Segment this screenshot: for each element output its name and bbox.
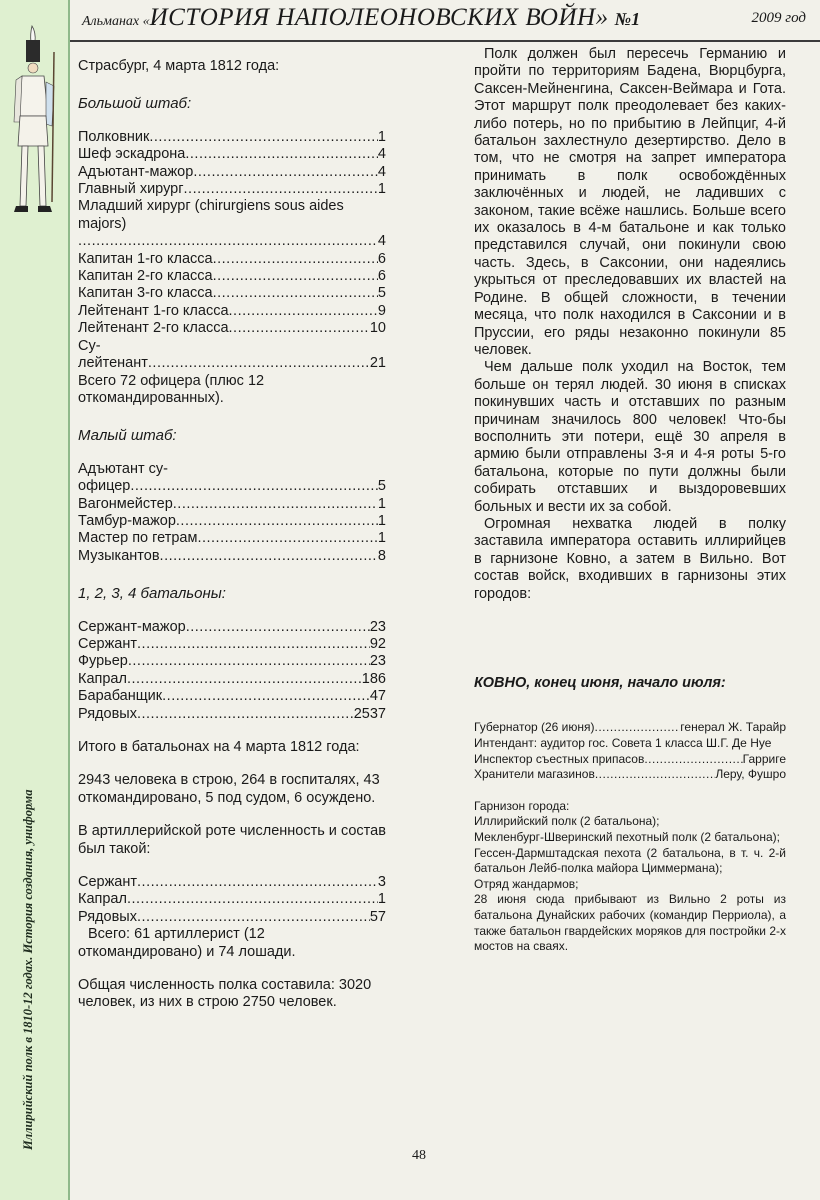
leader-dots [229,320,370,337]
list-item-value: 4 [377,146,386,163]
garrison-item: Мекленбург-Шверинский пехотный полк (2 батальона); [474,829,780,844]
list-item [78,548,386,565]
small-staff-heading: Малый штаб: [78,427,177,445]
list-item-label: Главный хирург [78,181,184,198]
list-item-label: Полковник [78,128,150,145]
leader-dots [184,181,378,198]
list-item [78,303,386,320]
list-item [78,320,386,337]
list-item-label: Капитан 3-го класса [78,285,213,302]
list-item-value: 4 [377,233,386,250]
garrison-item: Иллирийский полк (2 батальона); [474,814,660,829]
list-item-value: 6 [377,250,386,267]
paragraph-3: Огромная нехватка людей в полку заставила императора оставить иллирийцев в гарнизоне Ковно, а затем в Вильно. Вот состав войск, входивших в гарнизоны этих городов: [474,515,786,602]
list-item-value: 1 [377,530,386,547]
artillery-list [78,874,386,926]
list-item-value: 3 [377,874,386,891]
small-staff-list [78,496,386,566]
list-item-value: 57 [369,908,386,925]
leader-dots [137,874,378,891]
list-item-label: лейтенант [78,355,148,372]
list-item [78,164,386,181]
intro-line: Страсбург, 4 марта 1812 года: [78,58,280,74]
page-header [70,0,820,42]
leader-dots [213,285,378,302]
list-item [78,233,386,250]
list-item-label: Капитан 2-го класса [78,268,213,285]
list-item [78,530,386,547]
list-item [78,268,386,285]
list-item-value: 4 [377,163,386,180]
soldier-figure-icon [2,22,64,222]
list-item-label: Лейтенант 2-го класса [78,320,229,337]
list-item [78,478,386,495]
list-item [78,355,386,372]
leader-dots [137,909,370,926]
list-item-value: 92 [369,635,386,652]
garrison-item: Гессен-Дармштадская пехота (2 батальона, в т. ч. 2-й батальон Лейб-полка майора Циммермана); [474,845,786,876]
battalions-heading: 1, 2, 3, 4 батальоны: [78,585,226,603]
list-item-label: Рядовых [78,908,137,925]
leader-dots [137,706,354,723]
list-item-label: Адъютант-мажор [78,163,194,180]
battalions-list [78,619,386,723]
list-item-label: Губернатор (26 июня) [474,720,595,735]
artillery-total: Всего: 61 артиллерист (12 откомандировано) и 74 лошади. [78,926,296,960]
leader-dots [128,653,370,670]
header-title-group [82,4,640,32]
leader-dots [186,619,370,636]
list-item-value: 5 [377,285,386,302]
right-column [474,46,786,955]
garrison-heading: Гарнизон города: [474,798,570,813]
list-item-value: 10 [369,320,386,337]
list-item-value: 1 [377,128,386,145]
leader-dots [595,720,681,736]
list-item [78,496,386,513]
officials-list-2 [474,752,786,783]
regiment-total: Общая численность полка составила: 3020 человек, из них в строю 2750 человек. [78,977,372,1011]
leader-dots [197,530,377,547]
list-item-value: 1 [377,512,386,529]
list-item-label: Инспектор съестных припасов [474,751,645,766]
kovno-heading: КОВНО, конец июня, начало июля: [474,675,726,691]
list-item-label: Хранители магазинов [474,767,595,782]
list-item-value: 1 [377,891,386,908]
list-item [78,146,386,163]
list-item [78,129,386,146]
list-item-label: Музыкантов [78,547,160,564]
list-item [78,891,386,908]
list-item [474,767,786,783]
leader-dots [127,671,362,688]
almanac-label: Альманах « [82,14,150,29]
leader-dots [176,513,378,530]
list-item-value: 1 [377,181,386,198]
page-number: 48 [412,1148,426,1163]
garrison-item: 28 июня сюда прибывают из Вильно 2 роты из батальона Дунайских рабочих (командир Перриола), а также батальон гвардейских моряков для постройки 2-х мостов на сваях. [474,892,786,954]
sidebar-caption: Иллирийский полк в 1810-12 годах. История создания, униформа [21,789,35,1150]
list-item [78,706,386,723]
list-item-value: Гарриге [742,751,786,766]
in-ranks-text: 2943 человека в строю, 264 в госпиталях, 43 откомандировано, 5 под судом, 6 осуждено. [78,772,380,806]
issue-number: №1 [614,9,641,29]
list-item-value: 21 [369,355,386,372]
almanac-title: ИСТОРИЯ НАПОЛЕОНОВСКИХ ВОЙН» [149,4,609,31]
list-item-label: Фурьер [78,653,128,670]
sublt-line1: Су- [78,337,101,354]
sidebar-strip [0,0,70,1200]
garrison-list [474,814,786,954]
list-item [474,752,786,768]
big-staff-heading: Большой штаб: [78,95,192,113]
list-item [78,181,386,198]
list-item [78,636,386,653]
list-item [78,874,386,891]
list-item-label: Вагонмейстер [78,495,173,512]
list-item-value: 5 [377,478,386,495]
leader-dots [162,688,370,705]
list-item-value: 2537 [353,705,386,722]
list-item-value: 9 [377,302,386,319]
big-staff-list-2 [78,251,386,338]
paragraph-2: Чем дальше полк уходил на Восток, тем больше он терял людей. 30 июня в списках покинувших часть и отставших по разным причинам значилось 800 человек! Что-бы восполнить эти потери, ещё 30 апреля в армию были отправлены 3-я и 4-я роты 5-го батальона, которые по пути должны были собирать отставших и выздоровевших больных и вести их за собой. [474,359,786,515]
paragraph-1: Полк должен был пересечь Германию и пройти по территориям Бадена, Вюрцбурга, Саксен-Мейненгина, Саксен-Веймара и Гота. Этот маршрут полк преодолевает без каких-либо потерь, но по прибытию в Лейпциг, 4-й батальон захлестнуло дезертирство. Дело в том, что не смотря на запрет императора принимать в полк освобождённых заключённых и людей, не ладивших с законом, такие всёже нашлись. Больше всего их оказалось в 4-м батальоне и как только представился случай, они покинули свою часть. Здесь, в Саксонии, они надеялись укрыться от преследовавших их властей на Родине. В общей сложности, в течении месяца, что полк находился в Саксонии и в Пруссии, его ряды незаконно покинули 85 человек. [474,46,786,358]
list-item-label: Рядовых [78,705,137,722]
list-item-label: офицер [78,478,131,495]
leader-dots [193,164,378,181]
list-item-value: 23 [369,653,386,670]
list-item [78,619,386,636]
list-item [78,251,386,268]
list-item-value: 8 [377,547,386,564]
list-item [78,671,386,688]
list-item [78,285,386,302]
list-item-label: Сержант [78,635,138,652]
leader-dots [127,891,378,908]
leader-dots [185,146,378,163]
leader-dots [213,268,378,285]
list-item-value: Леру, Фушро [715,767,786,782]
list-item-label: Капитан 1-го класса [78,250,213,267]
list-item [78,688,386,705]
leader-dots [137,636,370,653]
garrison-item: Отряд жандармов; [474,876,579,891]
list-item-label: Капрал [78,670,127,687]
adjutant-line1: Адъютант су- [78,460,168,477]
artillery-intro: В артиллерийской роте численность и состав был такой: [78,823,386,857]
list-item-label: Лейтенант 1-го класса [78,302,229,319]
total-battalions: Итого в батальонах на 4 марта 1812 года: [78,739,360,755]
leader-dots [595,767,716,783]
list-item [78,653,386,670]
kovno-details [474,720,786,954]
list-item-label: Сержант [78,874,138,891]
leader-dots [213,251,378,268]
junior-surgeon-label: Младший хирург (chirurgiens sous aides majors) [78,198,344,232]
list-item-label: Тамбур-мажор [78,512,176,529]
list-item-label: Барабанщик [78,688,163,705]
list-item-label: Мастер по гетрам [78,530,198,547]
officials-list [474,720,786,736]
officers-total: Всего 72 офицера (плюс 12 откомандированных). [78,372,265,406]
leader-dots [160,548,378,565]
big-staff-list [78,129,386,199]
intendant-line: Интендант: аудитор гос. Совета 1 класса Ш.Г. Де Нуе [474,736,772,750]
list-item-label: Шеф эскадрона [78,146,186,163]
list-item-value: 186 [361,670,386,687]
list-item [78,909,386,926]
list-item-label: Сержант-мажор [78,618,186,635]
list-item-value: 47 [369,688,386,705]
list-item-value: 1 [377,495,386,512]
list-item-value: 23 [369,618,386,635]
list-item-value: 6 [377,268,386,285]
left-column [78,58,386,1012]
header-year: 2009 год [751,10,806,26]
list-item [474,720,786,736]
list-item-label: Капрал [78,891,127,908]
leader-dots [644,752,742,768]
list-item [78,513,386,530]
leader-dots [173,496,378,513]
leader-dots [149,129,378,146]
list-item-value: генерал Ж. Тарайр [680,720,786,735]
leader-dots [229,303,378,320]
